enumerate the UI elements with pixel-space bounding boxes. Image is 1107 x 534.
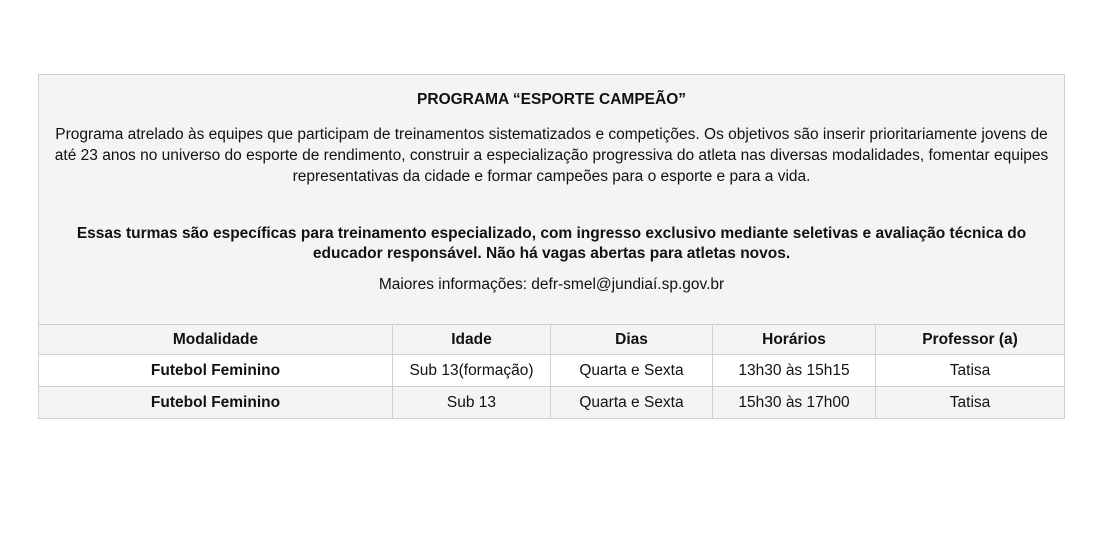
header-row (39, 325, 1065, 355)
info-row (39, 75, 1065, 325)
header-horarios: Horários (713, 325, 876, 355)
program-container (38, 74, 1064, 419)
cell-modalidade: Futebol Feminino (39, 355, 393, 387)
program-table (38, 74, 1065, 419)
header-professor: Professor (a) (876, 325, 1065, 355)
header-idade: Idade (393, 325, 551, 355)
table-row (39, 387, 1065, 419)
cell-horarios: 13h30 às 15h15 (713, 355, 876, 387)
cell-dias: Quarta e Sexta (551, 387, 713, 419)
program-description: Programa atrelado às equipes que participam de treinamentos sistematizados e competições. Os objetivos são inserir prioritariamente jovens de até 23 anos no universo do esporte de rendimento, construir a especialização progressiva do atleta nas diversas modalidades, fomentar equipes representativas da cidade e formar campeões para o esporte e para a vida. (54, 126, 1049, 185)
cell-idade: Sub 13 (393, 387, 551, 419)
program-contact: Maiores informações: defr-smel@jundiaí.sp.gov.br (378, 276, 725, 293)
cell-horarios: 15h30 às 17h00 (713, 387, 876, 419)
program-title: PROGRAMA “ESPORTE CAMPEÃO” (417, 91, 687, 108)
header-dias: Dias (551, 325, 713, 355)
cell-modalidade: Futebol Feminino (39, 387, 393, 419)
program-notice: Essas turmas são específicas para treinamento especializado, com ingresso exclusivo mediante seletivas e avaliação técnica do educador responsável. Não há vagas abertas para atletas novos. (76, 225, 1027, 262)
cell-idade: Sub 13(formação) (393, 355, 551, 387)
cell-professor: Tatisa (876, 387, 1065, 419)
header-modalidade: Modalidade (39, 325, 393, 355)
table-row (39, 355, 1065, 387)
cell-professor: Tatisa (876, 355, 1065, 387)
info-cell (39, 75, 1065, 325)
cell-dias: Quarta e Sexta (551, 355, 713, 387)
